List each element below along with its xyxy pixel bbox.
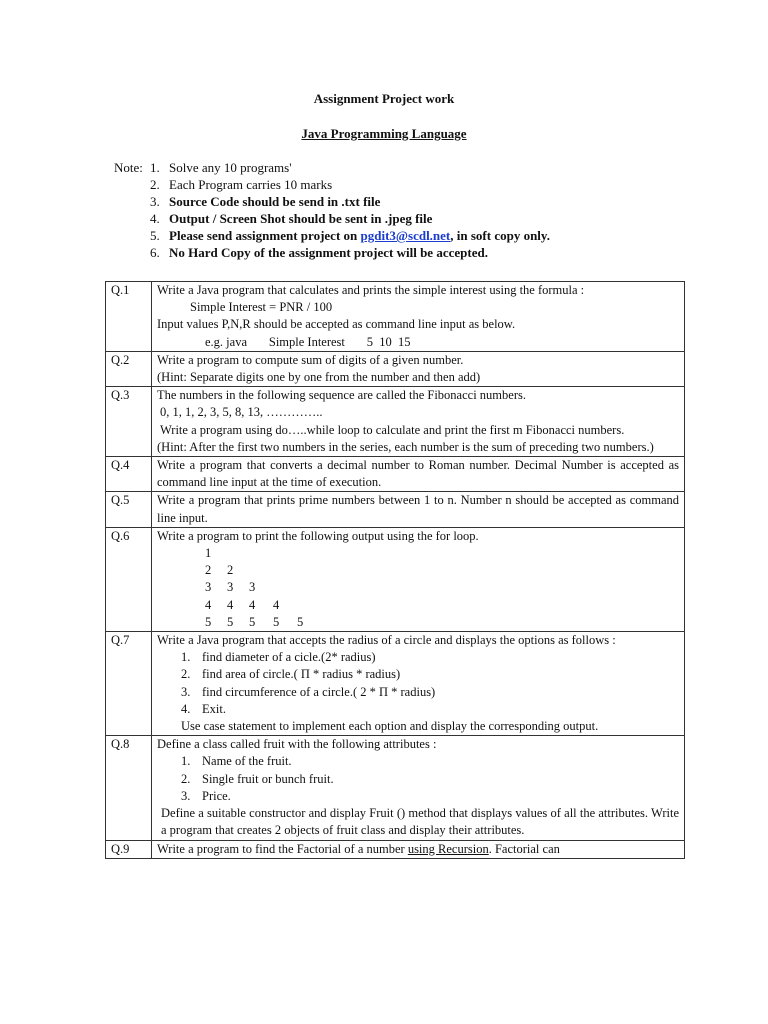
pattern-digit: 4 [227,597,234,612]
note-number: 3. [150,194,160,209]
note-text [169,227,550,244]
hint: (Hint: After the first two numbers in the series, each number is the sum of preceding two numbers.) [157,439,654,454]
pattern-digit: 5 [273,614,280,629]
list-item [181,684,679,701]
list-text: Price. [202,788,231,803]
note-text: Each Program carries 10 marks [169,177,333,192]
question-text [152,387,685,457]
page-title: Assignment Project work [313,91,455,106]
question-number: Q.3 [106,387,152,457]
list-number: 2. [181,771,191,786]
question-number: Q.5 [106,492,152,527]
note-number: 6. [150,245,160,260]
pattern-digit: 4 [249,597,256,612]
list-item [181,649,679,666]
table-row [106,457,685,492]
question-line: Write a Java program that calculates and prints the simple interest using the formula : [157,283,585,297]
question-text-part: . Factorial can [488,841,560,856]
list-item [181,771,679,788]
note-item [114,210,550,227]
question-line: Use case statement to implement each option and display the corresponding output. [181,719,599,734]
table-row [106,387,685,457]
attributes-list [157,753,679,805]
question-number: Q.6 [106,527,152,631]
note-item [114,227,550,244]
list-text: Exit. [202,701,226,716]
list-number: 3. [181,788,191,803]
pattern-digit: 5 [227,614,234,629]
question-line: Input values P,N,R should be accepted as command line input as below. [157,317,516,332]
options-list [157,649,679,735]
question-text [152,840,685,858]
email-link[interactable]: pgdit3@scdl.net [360,228,451,243]
question-number: Q.9 [106,840,152,858]
table-row [106,282,685,352]
pattern-row [157,562,679,579]
list-text: Single fruit or bunch fruit. [202,771,334,786]
list-item [181,666,679,683]
question-text [152,351,685,386]
pattern-digit: 5 [249,614,256,629]
question-line: Write a program to compute sum of digits of a given number. [157,352,464,367]
list-text: find area of circle.( Π * radius * radius) [202,667,401,682]
question-line: The numbers in the following sequence are called the Fibonacci numbers. [157,388,526,403]
pattern-digit: 5 [205,614,212,629]
note-number: 1. [150,160,160,175]
list-number: 1. [181,754,191,769]
question-text [152,282,685,352]
pattern-row [157,614,679,631]
list-number: 1. [181,650,191,665]
page-subtitle: Java Programming Language [301,126,467,141]
pattern-digit: 2 [205,563,212,578]
pattern-digit: 3 [227,580,234,595]
table-row [106,840,685,858]
table-row [106,351,685,386]
formula: Simple Interest = PNR / 100 [190,300,333,315]
note-item [114,193,550,210]
question-text-part: Write a program to find the Factorial of a number [157,841,408,856]
list-text: Name of the fruit. [202,754,292,769]
list-text: find circumference of a circle.( 2 * Π * radius) [202,684,436,699]
question-number: Q.7 [106,632,152,736]
note-item [114,244,550,261]
question-line: Define a class called fruit with the following attributes : [157,737,437,752]
list-number: 4. [181,701,191,716]
table-row [106,736,685,840]
pattern-digit: 4 [273,597,280,612]
question-line: Write a program to print the following output using the for loop. [157,528,479,543]
question-number: Q.4 [106,457,152,492]
example: e.g. java Simple Interest 5 10 15 [205,334,411,349]
table-row [106,527,685,631]
question-text: Write a program that converts a decimal number to Roman number. Decimal Number is accepted as command line input at the time of execution. [152,457,685,492]
question-text [152,527,685,631]
note-text: Output / Screen Shot should be sent in .jpeg file [169,211,433,226]
note-text-part: Please send assignment project on [169,228,361,243]
questions-table [105,281,685,859]
notes-block [114,159,550,261]
pattern-row [157,597,679,614]
pattern-row [157,579,679,596]
question-line: Write a program using do…..while loop to calculate and print the first m Fibonacci numbers. [160,422,625,437]
question-number: Q.1 [106,282,152,352]
pattern-row [157,545,679,562]
question-number: Q.2 [106,351,152,386]
question-number: Q.8 [106,736,152,840]
hint: (Hint: Separate digits one by one from the number and then add) [157,370,481,385]
note-item [114,159,550,176]
note-text: Source Code should be send in .txt file [169,194,381,209]
question-text-underlined: using Recursion [407,841,489,856]
list-number: 2. [181,667,191,682]
list-item [181,701,679,718]
table-row [106,492,685,527]
pattern-digit: 4 [205,597,212,612]
list-item [181,753,679,770]
question-text [152,632,685,736]
note-number: 4. [150,211,160,226]
pattern-digit: 3 [205,580,212,595]
list-item [181,788,679,805]
sequence: 0, 1, 1, 2, 3, 5, 8, 13, ………….. [160,405,323,420]
list-text: find diameter of a cicle.(2* radius) [202,650,376,665]
note-lead: Note: [114,160,143,175]
note-item [114,176,550,193]
question-line: Write a Java program that accepts the radius of a circle and displays the options as follows : [157,633,616,648]
question-text: Write a program that prints prime numbers between 1 to n. Number n should be accepted as command line input. [152,492,685,527]
question-text [152,736,685,840]
list-number: 3. [181,684,191,699]
pattern-digit: 2 [227,563,234,578]
question-line: Define a suitable constructor and display Fruit () method that displays values of all the attributes. Write a program that creates 2 objects of fruit class and display their attributes. [161,806,679,838]
pattern-digit: 3 [249,580,256,595]
note-number: 5. [150,228,160,243]
pattern-digit: 5 [297,614,304,629]
table-row [106,632,685,736]
note-text-part: , in soft copy only. [450,228,550,243]
note-text: No Hard Copy of the assignment project will be accepted. [169,245,488,260]
note-text: Solve any 10 programs' [169,160,292,175]
note-number: 2. [150,177,160,192]
pattern-digit: 1 [205,546,212,561]
